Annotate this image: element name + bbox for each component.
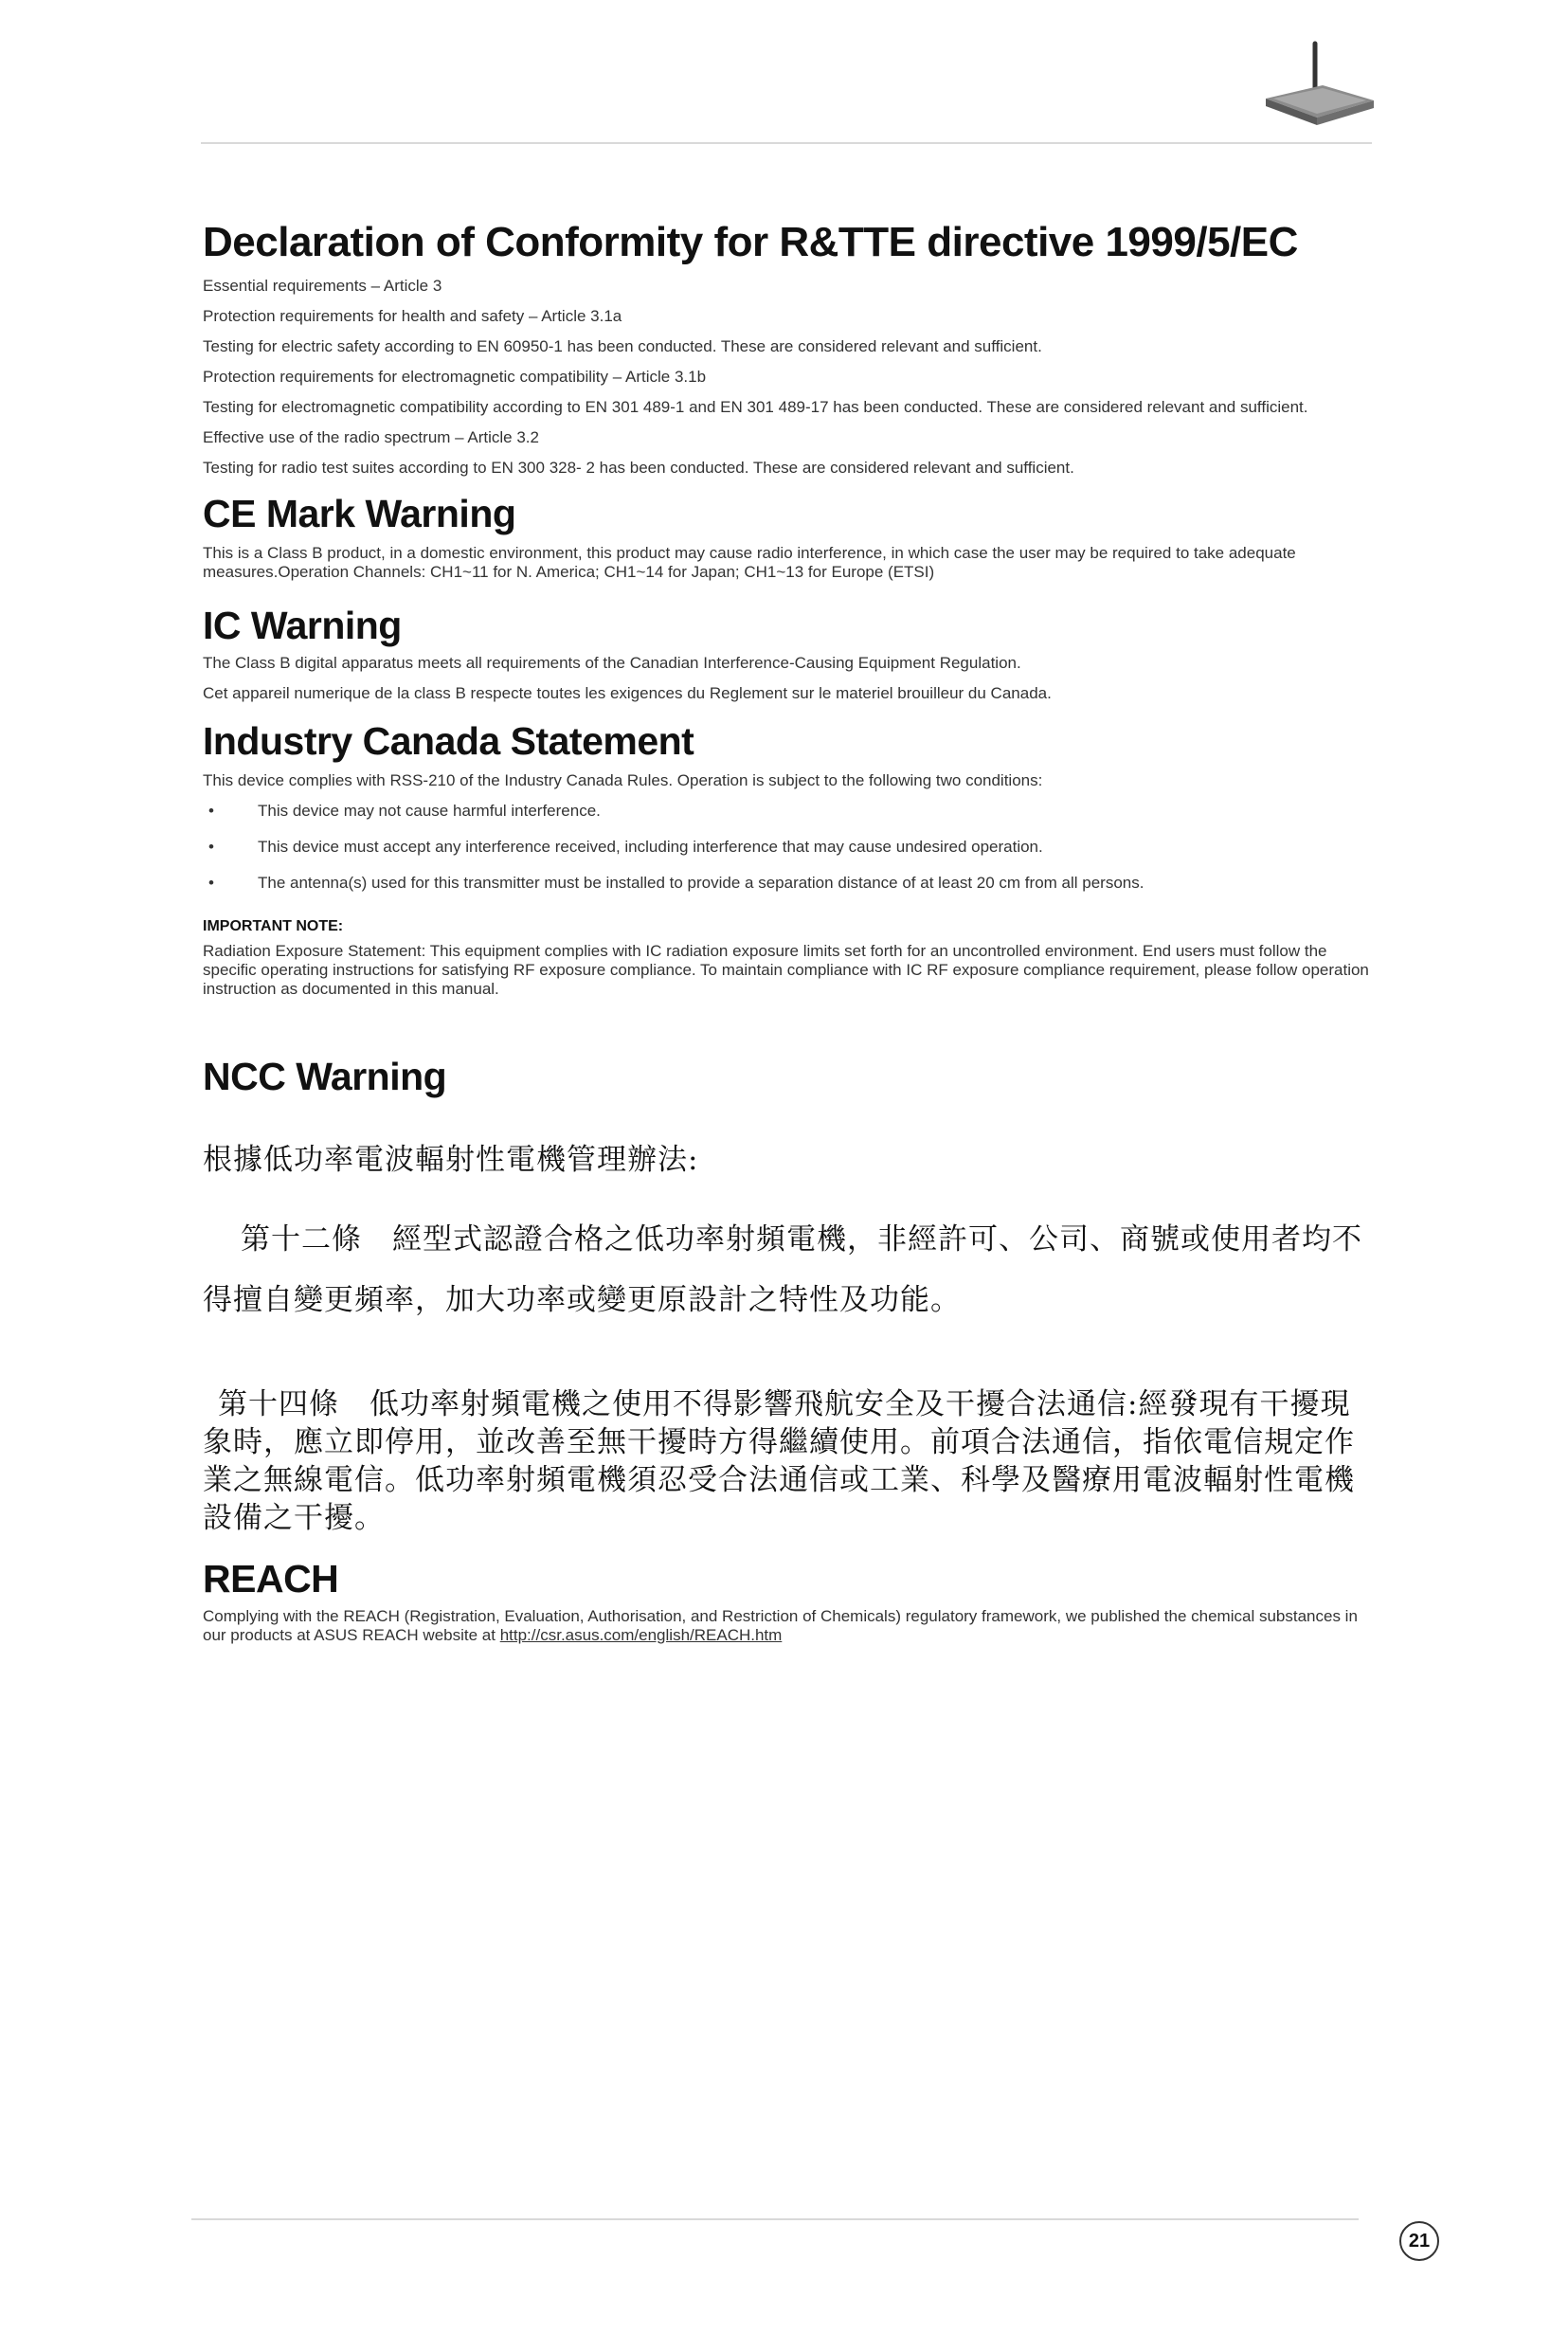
ce-mark-title: CE Mark Warning xyxy=(203,492,516,535)
declaration-title: Declaration of Conformity for R&TTE directive 1999/5/EC xyxy=(203,219,1298,265)
industry-canada-section xyxy=(203,716,1378,999)
ncc-cjk-title: 根據低功率電波輻射性電機管理辦法: xyxy=(203,1143,699,1177)
list-item-text: This device must accept any interference received, including interference that may cause undesired operation. xyxy=(258,838,1043,856)
ic-warning-line: Cet appareil numerique de la class B respecte toutes les exigences du Reglement sur le materiel brouilleur du Canada. xyxy=(203,684,1052,702)
ce-mark-body: This is a Class B product, in a domestic environment, this product may cause radio interference, in which case the user may be required to take adequate measures.Operation Channels: CH1~11 for N. America; CH1~14 for Japan; CH1~13 for Europe (ETSI) xyxy=(203,544,1296,581)
industry-canada-intro: This device complies with RSS-210 of the Industry Canada Rules. Operation is subject to the following two conditions: xyxy=(203,771,1043,789)
reach-section xyxy=(203,1554,1378,1645)
ncc-cjk-paragraph: 第十二條 經型式認證合格之低功率射頻電機，非經許可、公司、商號或使用者均不得擅自變更頻率，加大功率或變更原設計之特性及功能。 xyxy=(203,1222,1362,1317)
list-item-text: This device may not cause harmful interference. xyxy=(258,802,601,820)
ic-warning-title: IC Warning xyxy=(203,604,402,647)
bullet-icon: • xyxy=(208,802,214,820)
router-icon xyxy=(1256,38,1379,133)
declaration-line: Protection requirements for health and safety – Article 3.1a xyxy=(203,307,622,325)
footer-rule xyxy=(191,2218,1359,2220)
list-item xyxy=(203,802,1378,821)
important-note-body: Radiation Exposure Statement: This equipment complies with IC radiation exposure limits set forth for an uncontrolled environment. End users must follow the specific operating instructions for satisfying RF exposure compliance. To maintain compliance with IC RF exposure compliance requirement, please follow operation instruction as documented in this manual. xyxy=(203,942,1369,998)
bullet-icon: • xyxy=(208,874,214,892)
ncc-title: NCC Warning xyxy=(203,1055,447,1098)
bullet-icon: • xyxy=(208,838,214,856)
reach-link[interactable]: http://csr.asus.com/english/REACH.htm xyxy=(499,1626,783,1644)
reach-body xyxy=(203,1607,1378,1645)
industry-canada-title: Industry Canada Statement xyxy=(203,719,694,763)
ncc-section xyxy=(203,1052,1378,1537)
list-item-text: The antenna(s) used for this transmitter must be installed to provide a separation distance of at least 20 cm from all persons. xyxy=(258,874,1144,892)
declaration-section xyxy=(203,216,1378,478)
declaration-line: Protection requirements for electromagnetic compatibility – Article 3.1b xyxy=(203,368,707,386)
important-note-label: IMPORTANT NOTE: xyxy=(203,918,344,934)
reach-body-text: Complying with the REACH (Registration, Evaluation, Authorisation, and Restriction of Chemicals) regulatory framework, we published the chemical substances in our products at ASUS REACH website at xyxy=(203,1607,1358,1644)
page-number: 21 xyxy=(1399,2221,1439,2261)
declaration-line: Effective use of the radio spectrum – Article 3.2 xyxy=(203,428,539,446)
header-rule xyxy=(201,142,1372,144)
list-item xyxy=(203,874,1378,893)
main-content xyxy=(203,216,1378,1645)
declaration-line: Testing for radio test suites according to EN 300 328- 2 has been conducted. These are considered relevant and sufficient. xyxy=(203,459,1074,477)
declaration-lines xyxy=(203,277,1378,478)
declaration-line: Testing for electric safety according to EN 60950-1 has been conducted. These are considered relevant and sufficient. xyxy=(203,337,1042,355)
declaration-line: Essential requirements – Article 3 xyxy=(203,277,442,295)
declaration-line: Testing for electromagnetic compatibility according to EN 301 489-1 and EN 301 489-17 has been conducted. These are considered relevant and sufficient. xyxy=(203,398,1308,416)
list-item xyxy=(203,838,1378,857)
ic-warning-section xyxy=(203,601,1378,703)
ncc-cjk-paragraph: 第十四條 低功率射頻電機之使用不得影響飛航安全及干擾合法通信:經發現有干擾現象時，應立即停用，並改善至無干擾時方得繼續使用。前項合法通信，指依電信規定作業之無線電信。低功率射頻電機須忍受合法通信或工業、科學及醫療用電波輻射性電機設備之干擾。 xyxy=(203,1387,1355,1535)
ce-mark-section xyxy=(203,489,1378,582)
condition-list xyxy=(203,802,1378,893)
reach-title: REACH xyxy=(203,1557,339,1600)
ic-warning-line: The Class B digital apparatus meets all requirements of the Canadian Interference-Causing Equipment Regulation. xyxy=(203,654,1021,672)
